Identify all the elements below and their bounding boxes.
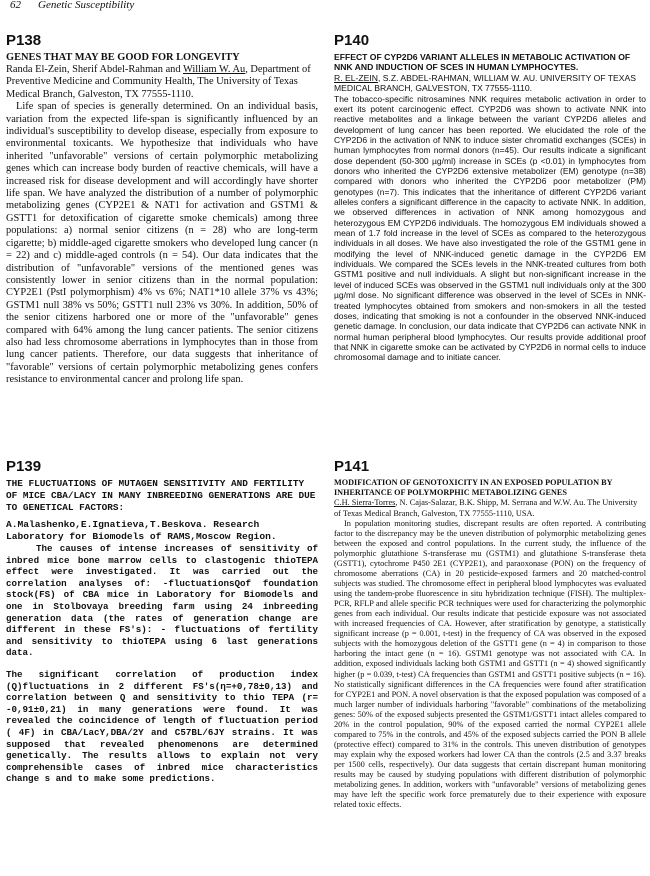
abstract-p140 [334,32,646,446]
abstract-body-2: The significant correlation of production index (Q)fluctuations in 2 different FS's(η=+0,78±0,13) and correlation between Q and sensitivity to thio TEPA (r= -0,91±0,21) in many generations were found. It was revealed the coincidence of length of fluctuation period ( 4F) in CBA/LacY,DBA/2Y and C57BL/6JY strains. It was supposed that revealed phenomenons are determined genetically. The results allows to explain not very comprehensible cases of inbred mice characteristics change s and to make some predictions. [6,668,318,785]
abstract-body: In population monitoring studies, discrepant results are often reported. A contributing factor to the discrepancy may be the uneven distribution of polymorphic metabolizing genes between the exposed and control populations. In the current study, the influence of the polymorphic glutathione S-transferase mu (GSTM1) and glutathione S-transferase theta (GSTT1), cytochrome P450 2E1 (CYP2E1), and paraoxonase (PON) on the frequency of chromosome aberrations (CA) in 20 pesticide-exposed farmers and 20 matched-control subjects was studied. The chromosome effect in peripheral blood lymphocytes was evaluated using the tandem-probe fluorescence in situ hybridization technique (FISH). The multiplex-PCR, RFLP and allele specific PCR techniques were used for characterizing the polymorphic genes from each individual. Our results indicate that pesticide exposure was not associated with increased frequencies of CA. However, after stratification by genotype, a statistically significant increase (p = 0.001, t-test) in the frequency of CA was observed in the exposed subjects with the homozygous deletion of the GSTT1 gene (n = 4) in comparison to those harboring the intact gene (n = 16). GSTM1 genotype was not associated with CA. In addition, exposed individuals lacking both GSTM1 and GSTT1 (n = 4) showed significantly higher (p = 0.039, t-test) CA frequencies than GSTM1 and GSTT1 positive subjects (n = 16). No statistically significant differences in the CA frequencies were found after stratification for CYP2E1 and PON. A novel observation is that the exposed population was composed of a much larger number of individuals harboring "favorable" combinations of the metabolizing genes: 50% of the exposed subjects presented the GSTM1/GSTT1 intact alleles compared to 20% in the control population, 90% of the exposed carried the normal CYP2E1 allele compared to 75% in the controls, and 45% of the exposed subjects carried the PON B allele (protective effect) compared to 31% in the controls. This uneven distribution of genotypes may explain why the exposed workers had lower CA than the controls (2.5 and 3.37 breaks per 1500 cells, respectively). Our data suggests that certain discrepant human monitoring results may be caused by studying populations with different distribution of polymorphic metabolizing genes. In addition, workers with "unfavorable" versions of metabolizing genes may have left the specific work force prematurely due to their experience with exposure related toxic effects. [334,518,646,810]
presenting-author: C.H. Sierra-Torres [334,498,396,508]
authors-text: Randa El-Zein, Sherif Abdel-Rahman and [6,64,183,75]
abstract-p138 [6,32,318,428]
page-number: 62 [10,0,21,11]
affiliation: , Department of Preventive Medicine and Community Health, The University of Texas Medical Branch, Galveston, TX 77555-1110. [6,64,311,100]
presenting-author: R. EL-ZEIN [334,72,378,83]
abstract-title: EFFECT OF CYP2D6 VARIANT ALLELES IN METABOLIC ACTIVATION OF NNK AND INDUCTION OF SCES IN HUMAN LYMPHOCYTES. [334,52,631,73]
abstract-authors [334,73,646,94]
abstract-body-1: The causes of intense increases of sensitivity of inbred mice bone marrow cells to clastogenic thioTEPA effect were investigated. It was carried out the correlation analyses of: -fluctuationsQof foundation stock(FS) of CBA mice in Laboratory for Biomodels and one in Stolbovaya breeding farm using 24 inbreeding generation data (the rates of generation change are different in these FS's): - fluctuations of fertility and sensitivity to thioTEPA using 6 last generations data. [6,543,318,659]
presenting-author: William W. Au [182,64,246,75]
page-header [8,0,642,14]
abstract-p139 [6,458,318,872]
abstract-number: P139 [6,458,42,475]
abstract-number: P140 [334,32,370,49]
abstract-authors: A.Malashenko,E.Ignatieva,T.Beskova. Research Laboratory for Biomodels of RAMS,Moscow Region. [6,519,277,542]
abstract-number: P141 [334,458,370,475]
running-title: Genetic Susceptibility [38,0,135,11]
abstract-title: MODIFICATION OF GENOTOXICITY IN AN EXPOSED POPULATION BY INHERITANCE OF POLYMORPHIC METABOLIZING GENES [334,478,613,498]
abstract-number: P138 [6,32,42,49]
abstract-title: THE FLUCTUATIONS OF MUTAGEN SENSITIVITY AND FERTILITY OF MICE CBA/LACY IN MANY INBREEDING GENERATIONS ARE DUE TO GENETICAL FACTORS: [6,478,316,513]
authors-text: , N. Cajas-Salazar, B.K. Shipp, M. Serrana and W.W. Au. The University of Texas Medical Branch, Galveston, TX 77555-1110, USA. [334,498,638,518]
abstract-p141 [334,458,646,872]
abstract-authors [334,498,646,518]
abstract-authors [6,64,318,101]
abstract-body: The tobacco-specific nitrosamines NNK requires metabolic activation in order to exert its potent carcinogenic effect. CYP2D6 was shown to activate NNK into reactive metabolites and a linkage between the variant CYP2D6 alleles and development of lung cancer has been reported. We elucidated the role of the CYP2D6 in the activation of NNK to induce sister chromatid exchanges (SCEs) in human lymphocytes from normal donors (n=45). Our results indicate a significant dose dependent (50-300 µg/ml) increase in SCEs (p <0.01) in lymphocytes from donors who inherited the CYP2D6 extensive metabolizer (EM) genotype (n=38) compared with donors who inherited the CYP2D6 poor metabolizer (PM) genotypes (n=7). This indicates that the inheritance of different CYP2D6 variant alleles confers a significant difference in the capacity to activate NNK. In addition, we observed differences in activation of NNK among homozygous and heterozygous EM CYP2D6 individuals. The homozygous EM individuals showed a mean of 1.7 fold increase in the level of SCEs as compared to the heterozygous individuals in all doses. We have also investigated the role of the GSTM1 gene in modifying the level of NNK-induced genetic damage in the CYP2D6 EM individuals. We compared the SCEs levels in the NNK-treated cultures from both GSTM1 positive and null individuals. A slight but non-significant increase in the level of induced SCEs was observed in the GSTM1 null individuals only at the 300 µg/ml dose. No significant difference was observed in the level of SCEs in NNK-treated lymphocytes obtained from smokers and non-smokers in all the tested doses, indicating that smoking is not a confounder in the observed NNK-induced genetic damage. In conclusion, our data indicate that CYP2D6 can activate NNK in normal human peripheral blood lymphocytes. Our results provide additional proof that NNK in cigarette smoke can be activated by CYP2D6 in normal cells to induce chromosomal damage and to initiate cancer. [334,93,646,363]
abstract-body: Life span of species is generally determined. On an individual basis, variation from the expected life-span is significantly influenced by an individual's susceptibility to develop disease, especially from exposure to environmental toxicants. We hypothesize that individuals who have inherited "unfavorable" versions of certain polymorphic metabolizing genes which can increase body burden of reactive chemicals, will have a increased risk for disease development and will accordingly have shorter life span. We have analyzed the distribution of a number of polymorphic metabolizing genes (CYP2E1 & NAT1 for activation and GSTM1 & GSTT1 for detoxification of cigarette smoke chemicals) among three populations: a) normal senior citizens (n = 28) who are long-term cigarette; b) middle-aged cigarette smokers who developed lung cancer (n = 22) and c) middle-aged controls (n = 54). Our data indicates that the distribution of "unfavorable" versions of the mentioned genes was consistently lower in senior citizens than in the normal population: CYP2E1 (PstI polymorphism) 4% vs 6%; NAT1*10 allele 37% vs 43%; GSTM1 null 38% vs 50%; GSTT1 null 23% vs 30%. In addition, 50% of the senior citizens harbored one or more of the "unfavorable" genes compared with 64% among the lung cancer patients. The senior citizens also had less chromosome aberrations in lymphocytes than in those from lung cancer patients. Therefore, our data suggests that inheritance of "favorable" versions of certain polymorphic metabolizing genes confers resistance to environmental cancer and prolong life span. [6,101,318,386]
authors-text: , S.Z. ABDEL-RAHMAN, WILLIAM W. AU. UNIVERSITY OF TEXAS MEDICAL BRANCH, GALVESTON, TX 77555-1110. [334,72,636,94]
abstract-title: GENES THAT MAY BE GOOD FOR LONGEVITY [6,52,240,63]
